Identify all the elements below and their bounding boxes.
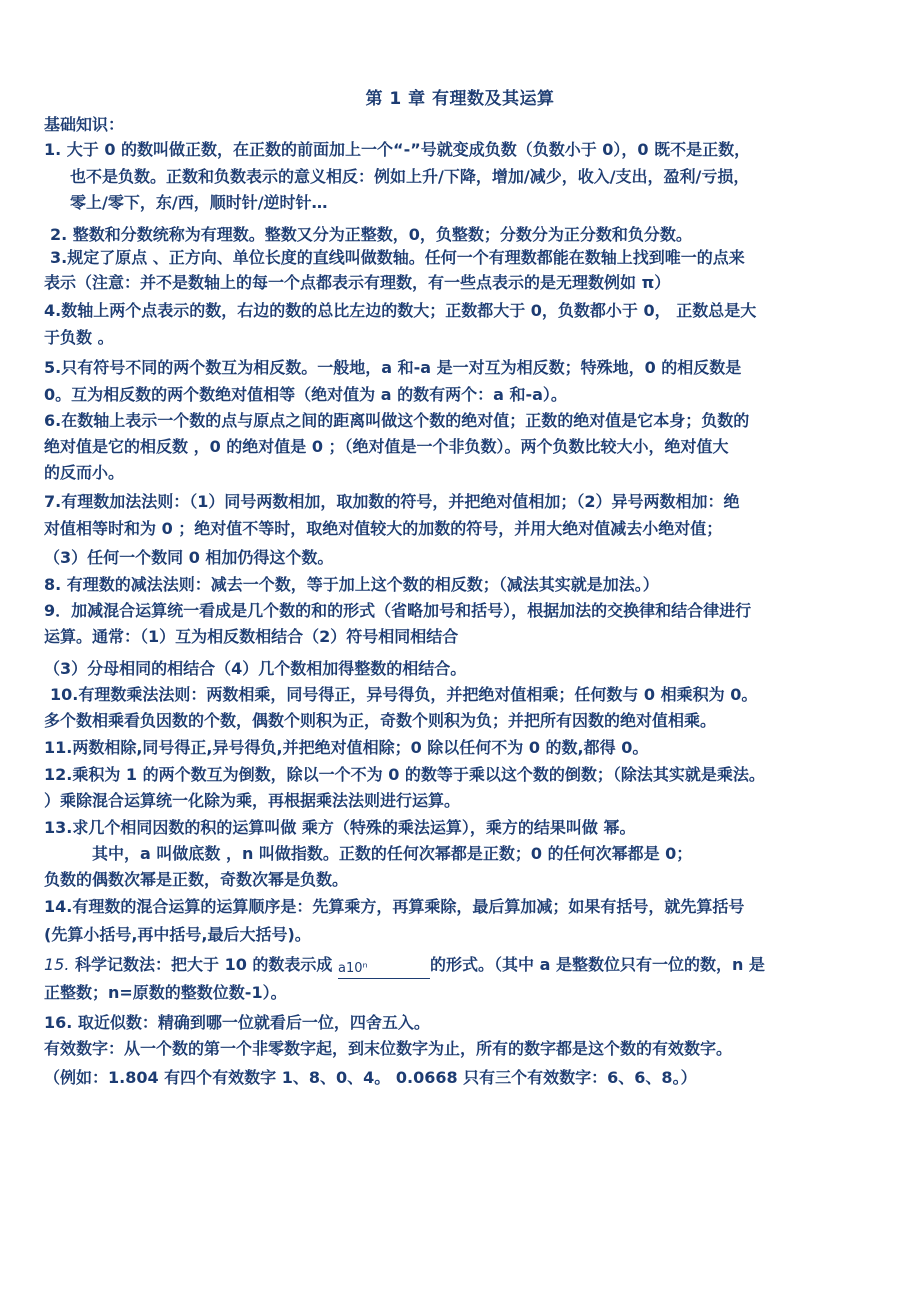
- text-line: 3.规定了原点 、正方向、单位长度的直线叫做数轴。任何一个有理数都能在数轴上找到唯一的点来: [50, 248, 745, 267]
- text-line: [44, 955, 884, 979]
- text-line: 14.有理数的混合运算的运算顺序是：先算乘方，再算乘除，最后算加减；如果有括号，就先算括号: [44, 897, 745, 916]
- text-line: 其中，a 叫做底数 ，n 叫做指数。正数的任何次幂都是正数；0 的任何次幂都是 0；: [92, 844, 693, 863]
- text-line: 表示（注意：并不是数轴上的每一个点都表示有理数，有一些点表示的是无理数例如 π）: [44, 273, 671, 292]
- text-line: （3）任何一个数同 0 相加仍得这个数。: [44, 548, 334, 567]
- fill-blank: a10ⁿ: [338, 962, 430, 979]
- text-line: 也不是负数。正数和负数表示的意义相反：例如上升/下降，增加/减少，收入/支出，盈利/亏损，: [70, 167, 750, 186]
- text-line: 零上/零下，东/西，顺时针/逆时针…: [70, 193, 328, 212]
- text-line: 正整数；n=原数的整数位数-1）。: [44, 983, 287, 1002]
- text-line: 1. 大于 0 的数叫做正数，在正数的前面加上一个“-”号就变成负数（负数小于 0），0 既不是正数，: [44, 140, 751, 159]
- text-line: 13.求几个相同因数的积的运算叫做 乘方（特殊的乘法运算），乘方的结果叫做 幂。: [44, 818, 636, 837]
- chapter-title: 第 1 章 有理数及其运算: [365, 89, 555, 109]
- text-line: （3）分母相同的相结合（4）几个数相加得整数的相结合。: [44, 659, 467, 678]
- text-line: 运算。通常：（1）互为相反数相结合（2）符号相同相结合: [44, 627, 459, 646]
- text-line: 6.在数轴上表示一个数的点与原点之间的距离叫做这个数的绝对值；正数的绝对值是它本身；负数的: [44, 411, 750, 430]
- text-segment: 科学记数法：把大于 10 的数表示成: [69, 955, 339, 974]
- text-line: 8. 有理数的减法法则：减去一个数，等于加上这个数的相反数；（减法其实就是加法。）: [44, 575, 659, 594]
- text-line: 的反而小。: [44, 463, 125, 482]
- text-line: 5.只有符号不同的两个数互为相反数。一般地，a 和-a 是一对互为相反数；特殊地，0 的相反数是: [44, 358, 742, 377]
- text-line: 16. 取近似数：精确到哪一位就看后一位，四舍五入。: [44, 1013, 430, 1032]
- text-line: (先算小括号,再中括号,最后大括号)。: [44, 925, 311, 944]
- text-line: 负数的偶数次幂是正数，奇数次幂是负数。: [44, 870, 349, 889]
- text-line: 2. 整数和分数统称为有理数。整数又分为正整数，0，负整数；分数分为正分数和负分数。: [50, 225, 692, 244]
- text-line: 4.数轴上两个点表示的数，右边的数的总比左边的数大；正数都大于 0，负数都小于 0， 正数总是大: [44, 301, 757, 320]
- text-line: （例如：1.804 有四个有效数字 1、8、0、4。 0.0668 只有三个有效数字：6、6、8。）: [44, 1068, 697, 1087]
- text-line: 12.乘积为 1 的两个数互为倒数，除以一个不为 0 的数等于乘以这个数的倒数；（除法其实就是乘法。: [44, 765, 765, 784]
- text-line: 多个数相乘看负因数的个数，偶数个则积为正，奇数个则积为负；并把所有因数的绝对值相乘。: [44, 711, 717, 730]
- text-line: 绝对值是它的相反数 ，0 的绝对值是 0 ；（绝对值是一个非负数）。两个负数比较大小，绝对值大: [44, 437, 729, 456]
- text-line: 0。互为相反数的两个数绝对值相等（绝对值为 a 的数有两个：a 和-a）。: [44, 385, 567, 404]
- text-line: 对值相等时和为 0 ；绝对值不等时，取绝对值较大的加数的符号，并用大绝对值减去小绝对值；: [44, 519, 723, 538]
- text-line: ）乘除混合运算统一化除为乘，再根据乘法法则进行运算。: [44, 791, 461, 810]
- item-number: 15.: [44, 955, 70, 974]
- text-line: 9．加减混合运算统一看成是几个数的和的形式（省略加号和括号），根据加法的交换律和结合律进行: [44, 601, 752, 620]
- text-line: 于负数 。: [44, 328, 114, 347]
- text-line: 11.两数相除,同号得正,异号得负,并把绝对值相除；0 除以任何不为 0 的数,都得 0。: [44, 738, 649, 757]
- text-line: 有效数字：从一个数的第一个非零数字起，到末位数字为止，所有的数字都是这个数的有效数字。: [44, 1039, 733, 1058]
- text-line: 10.有理数乘法法则：两数相乘，同号得正，异号得负，并把绝对值相乘；任何数与 0 相乘积为 0。: [50, 685, 758, 704]
- text-segment: 的形式。（其中 a 是整数位只有一位的数，n 是: [430, 955, 765, 974]
- section-heading: 基础知识：: [44, 115, 125, 134]
- text-line: 7.有理数加法法则：（1）同号两数相加，取加数的符号，并把绝对值相加；（2）异号两数相加：绝: [44, 492, 740, 511]
